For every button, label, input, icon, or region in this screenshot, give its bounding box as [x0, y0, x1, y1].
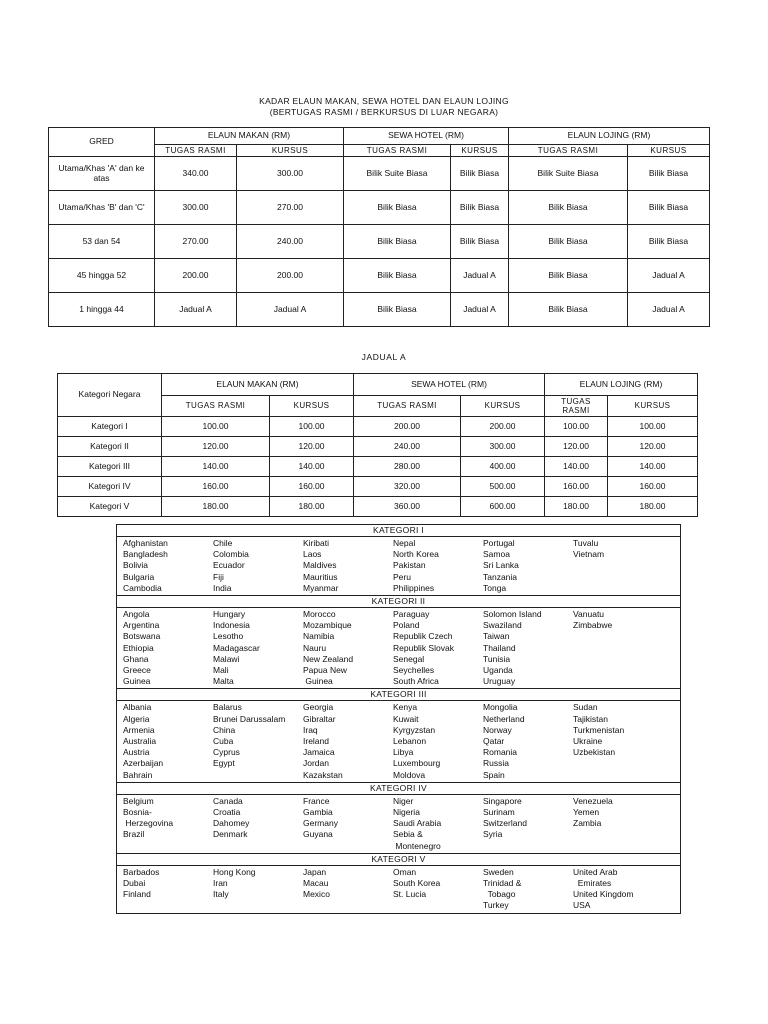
- country-column: [303, 867, 393, 912]
- kategori-cell: Kategori II: [58, 437, 162, 457]
- country-column: [123, 609, 213, 687]
- country-name: Oman: [393, 866, 417, 877]
- group-header-elaun-makan: ELAUN MAKAN (RM): [155, 128, 344, 145]
- document-subtitle: (BERTUGAS RASMI / BERKURSUS DI LUAR NEGARA): [269, 107, 499, 117]
- country-name: Zimbabwe: [573, 620, 613, 631]
- country-name: Russia: [483, 758, 509, 769]
- table-cell: 200.00: [237, 259, 344, 293]
- table-row: [58, 457, 698, 477]
- country-name: Philippines: [393, 582, 435, 593]
- country-name: Algeria: [123, 713, 150, 724]
- country-name: Tonga: [483, 582, 507, 593]
- country-name: Republik Slovak: [393, 642, 454, 653]
- country-name: Surinam: [483, 807, 515, 818]
- country-column: [393, 702, 483, 780]
- sub-header: TUGAS RASMI: [354, 396, 461, 417]
- country-name: Kenya: [393, 702, 418, 713]
- country-name: Swaziland: [483, 620, 522, 631]
- country-name: United Arab: [573, 866, 618, 877]
- country-name: Mauritius: [303, 571, 338, 582]
- country-name: Brunei Darussalam: [213, 713, 286, 724]
- country-name: Germany: [303, 818, 338, 829]
- country-name: Turkmenistan: [573, 724, 625, 735]
- country-name: Mali: [213, 665, 229, 676]
- country-name: Kiribati: [303, 538, 329, 548]
- country-column: [393, 796, 483, 852]
- table-cell: Bilik Biasa: [451, 225, 509, 259]
- country-name: Libya: [393, 747, 414, 758]
- country-name: Dahomey: [213, 818, 250, 829]
- category-heading: KATEGORI I: [117, 525, 681, 537]
- country-column: [393, 538, 483, 594]
- table-row: [49, 293, 710, 327]
- country-name: Cambodia: [123, 582, 162, 593]
- country-name: Sweden: [483, 866, 514, 877]
- country-name: Uganda: [483, 665, 513, 676]
- country-column: [213, 702, 303, 780]
- country-column: [303, 609, 393, 687]
- kategori-header: Kategori Negara: [58, 374, 162, 417]
- country-name: Luxembourg: [393, 758, 441, 769]
- country-name: Mozambique: [303, 620, 352, 631]
- country-name: Syria: [483, 829, 503, 840]
- table-row: [58, 417, 698, 437]
- sub-header: TUGAS RASMI: [545, 396, 608, 417]
- table-cell: 400.00: [461, 457, 545, 477]
- country-name: Albania: [123, 702, 152, 713]
- country-name: Croatia: [213, 807, 241, 818]
- country-name: Niger: [393, 795, 414, 806]
- gred-cell: Utama/Khas 'A' dan ke atas: [49, 157, 155, 191]
- table-row: [49, 157, 710, 191]
- table-cell: 320.00: [354, 477, 461, 497]
- country-name: Trinidad &: [483, 878, 522, 889]
- country-category-body: [117, 525, 681, 914]
- country-column: [483, 538, 573, 594]
- country-name: Romania: [483, 747, 518, 758]
- table-cell: Jadual A: [451, 259, 509, 293]
- country-name: Sebia &: [393, 829, 423, 840]
- table-cell: 160.00: [270, 477, 354, 497]
- country-name: Kyrgyzstan: [393, 724, 436, 735]
- country-name: Canada: [213, 795, 243, 806]
- category-heading: KATEGORI II: [117, 596, 681, 608]
- gred-header: GRED: [49, 128, 155, 157]
- table-cell: 100.00: [162, 417, 270, 437]
- country-name: Myanmar: [303, 582, 339, 593]
- country-name: Cyprus: [213, 747, 240, 758]
- table-cell: 300.00: [237, 157, 344, 191]
- table-cell: 300.00: [461, 437, 545, 457]
- country-name: Austria: [123, 747, 150, 758]
- country-column: [573, 609, 663, 687]
- table-row: [58, 437, 698, 457]
- country-name: Thailand: [483, 642, 516, 653]
- country-name: Peru: [393, 571, 411, 582]
- table-cell: 200.00: [354, 417, 461, 437]
- country-column: [393, 609, 483, 687]
- country-name: Bangladesh: [123, 549, 168, 560]
- table-row: [49, 191, 710, 225]
- table-cell: 140.00: [162, 457, 270, 477]
- table-cell: 140.00: [545, 457, 608, 477]
- country-name: India: [213, 582, 232, 593]
- country-name: Papua New: [303, 665, 347, 676]
- country-name: China: [213, 724, 236, 735]
- table-cell: 200.00: [461, 417, 545, 437]
- country-column: [573, 538, 663, 594]
- country-name: Maldives: [303, 560, 337, 571]
- country-name: Tuvalu: [573, 538, 599, 548]
- table-cell: Bilik Biasa: [344, 225, 451, 259]
- table-cell: Bilik Biasa: [509, 191, 628, 225]
- country-name: Ukraine: [573, 736, 603, 747]
- table-cell: Jadual A: [237, 293, 344, 327]
- country-name: Hong Kong: [213, 866, 256, 877]
- group-header-sewa-hotel: SEWA HOTEL (RM): [344, 128, 509, 145]
- country-name: Singapore: [483, 795, 522, 806]
- country-name: Bulgaria: [123, 571, 155, 582]
- country-name: Emirates: [573, 878, 612, 889]
- country-name: Cuba: [213, 736, 234, 747]
- country-name: Ireland: [303, 736, 329, 747]
- country-column: [573, 702, 663, 780]
- country-column: [123, 538, 213, 594]
- country-name: Pakistan: [393, 560, 426, 571]
- table-cell: 120.00: [608, 437, 698, 457]
- country-name: Gambia: [303, 807, 333, 818]
- gred-cell: 45 hingga 52: [49, 259, 155, 293]
- country-name: Qatar: [483, 736, 505, 747]
- table-cell: 240.00: [354, 437, 461, 457]
- table-cell: Bilik Biasa: [628, 157, 710, 191]
- table-cell: 180.00: [270, 497, 354, 517]
- sub-header: KURSUS: [461, 396, 545, 417]
- country-name: Guinea: [303, 676, 333, 687]
- table-cell: 160.00: [162, 477, 270, 497]
- group-header-elaun-lojing: ELAUN LOJING (RM): [509, 128, 710, 145]
- sub-header: TUGAS RASMI: [162, 396, 270, 417]
- country-column: [393, 867, 483, 912]
- country-column: [303, 702, 393, 780]
- table-cell: Bilik Biasa: [344, 191, 451, 225]
- table-cell: Jadual A: [628, 293, 710, 327]
- country-name: Ecuador: [213, 560, 245, 571]
- country-name: Tanzania: [483, 571, 518, 582]
- table-cell: 100.00: [608, 417, 698, 437]
- country-name: France: [303, 795, 330, 806]
- table-cell: Jadual A: [155, 293, 237, 327]
- country-name: Italy: [213, 889, 229, 900]
- table-cell: 300.00: [155, 191, 237, 225]
- country-name: South Africa: [393, 676, 439, 687]
- country-name: Tajikistan: [573, 713, 608, 724]
- country-column: [213, 796, 303, 852]
- country-name: South Korea: [393, 878, 441, 889]
- kategori-cell: Kategori V: [58, 497, 162, 517]
- table-cell: 180.00: [608, 497, 698, 517]
- table-cell: Bilik Suite Biasa: [509, 157, 628, 191]
- country-name: Guyana: [303, 829, 333, 840]
- category-heading: KATEGORI III: [117, 689, 681, 701]
- country-name: Nigeria: [393, 807, 420, 818]
- country-name: Sri Lanka: [483, 560, 519, 571]
- country-name: Seychelles: [393, 665, 435, 676]
- country-name: Chile: [213, 538, 233, 548]
- country-name: Zambia: [573, 818, 602, 829]
- country-name: Mexico: [303, 889, 330, 900]
- country-list: [117, 701, 681, 782]
- country-name: Guinea: [123, 676, 151, 687]
- table-cell: Bilik Biasa: [509, 259, 628, 293]
- sub-header: KURSUS: [237, 145, 344, 157]
- table-cell: 240.00: [237, 225, 344, 259]
- country-column: [303, 796, 393, 852]
- table-cell: 360.00: [354, 497, 461, 517]
- country-name: Kuwait: [393, 713, 419, 724]
- gred-cell: 53 dan 54: [49, 225, 155, 259]
- country-name: Namibia: [303, 631, 335, 642]
- country-name: United Kingdom: [573, 889, 634, 900]
- country-column: [483, 702, 573, 780]
- country-name: Afghanistan: [123, 538, 168, 548]
- table-cell: Bilik Biasa: [451, 191, 509, 225]
- country-name: Madagascar: [213, 642, 260, 653]
- country-column: [483, 796, 573, 852]
- country-name: Turkey: [483, 900, 509, 911]
- table-row: [49, 259, 710, 293]
- country-name: Uruguay: [483, 676, 516, 687]
- table-cell: 120.00: [270, 437, 354, 457]
- country-name: Bolivia: [123, 560, 149, 571]
- country-name: Spain: [483, 769, 505, 780]
- country-name: Sudan: [573, 702, 598, 713]
- country-column: [123, 867, 213, 912]
- group-header-sewa-hotel: SEWA HOTEL (RM): [354, 374, 545, 396]
- country-name: Solomon Island: [483, 609, 542, 620]
- category-heading: KATEGORI V: [117, 853, 681, 865]
- country-name: Balarus: [213, 702, 242, 713]
- country-name: Taiwan: [483, 631, 510, 642]
- jadual-a-table: [57, 373, 698, 517]
- table-cell: 120.00: [545, 437, 608, 457]
- country-column: [483, 867, 573, 912]
- country-name: Angola: [123, 609, 150, 620]
- country-name: Belgium: [123, 795, 154, 806]
- table-cell: Bilik Biasa: [451, 157, 509, 191]
- document-title: KADAR ELAUN MAKAN, SEWA HOTEL DAN ELAUN LOJING: [259, 96, 509, 106]
- table-cell: 200.00: [155, 259, 237, 293]
- country-name: Botswana: [123, 631, 161, 642]
- table-cell: Jadual A: [451, 293, 509, 327]
- country-name: Portugal: [483, 538, 515, 548]
- country-column: [213, 538, 303, 594]
- country-name: Samoa: [483, 549, 510, 560]
- country-name: North Korea: [393, 549, 439, 560]
- country-name: Macau: [303, 878, 329, 889]
- country-name: Japan: [303, 866, 327, 877]
- country-name: Vanuatu: [573, 609, 605, 620]
- table-cell: Bilik Biasa: [344, 259, 451, 293]
- jadual-a-title: JADUAL A: [361, 352, 407, 362]
- sub-header: KURSUS: [451, 145, 509, 157]
- table-cell: 180.00: [545, 497, 608, 517]
- table-row: [49, 225, 710, 259]
- country-name: Argentina: [123, 620, 160, 631]
- country-name: Mongolia: [483, 702, 518, 713]
- country-name: Netherland: [483, 713, 525, 724]
- table-cell: Bilik Biasa: [344, 293, 451, 327]
- country-name: Herzegovina: [123, 818, 174, 829]
- country-name: Australia: [123, 736, 157, 747]
- gred-cell: Utama/Khas 'B' dan 'C': [49, 191, 155, 225]
- table-row: [58, 477, 698, 497]
- country-column: [483, 609, 573, 687]
- country-name: Gibraltar: [303, 713, 336, 724]
- country-name: Venezuela: [573, 795, 613, 806]
- country-name: Fiji: [213, 571, 224, 582]
- table-cell: 280.00: [354, 457, 461, 477]
- country-name: Saudi Arabia: [393, 818, 442, 829]
- country-column: [303, 538, 393, 594]
- sub-header: TUGAS RASMI: [509, 145, 628, 157]
- table-cell: Bilik Biasa: [628, 225, 710, 259]
- country-name: Republik Czech: [393, 631, 453, 642]
- country-column: [573, 796, 663, 852]
- group-header-elaun-makan: ELAUN MAKAN (RM): [162, 374, 354, 396]
- group-header-elaun-lojing: ELAUN LOJING (RM): [545, 374, 698, 396]
- country-name: New Zealand: [303, 653, 354, 664]
- kategori-cell: Kategori I: [58, 417, 162, 437]
- country-name: Montenegro: [393, 840, 441, 851]
- country-name: Hungary: [213, 609, 246, 620]
- country-name: Indonesia: [213, 620, 250, 631]
- table-cell: 160.00: [545, 477, 608, 497]
- sub-header: TUGAS RASMI: [344, 145, 451, 157]
- country-name: Iran: [213, 878, 228, 889]
- country-column: [213, 609, 303, 687]
- country-name: Egypt: [213, 758, 235, 769]
- kategori-cell: Kategori III: [58, 457, 162, 477]
- country-name: Finland: [123, 889, 151, 900]
- table-cell: 340.00: [155, 157, 237, 191]
- country-name: Malta: [213, 676, 234, 687]
- country-name: Lebanon: [393, 736, 427, 747]
- country-name: Nepal: [393, 538, 416, 548]
- country-column: [123, 796, 213, 852]
- country-name: Jordan: [303, 758, 329, 769]
- sub-header: KURSUS: [608, 396, 698, 417]
- country-name: Bahrain: [123, 769, 153, 780]
- country-name: Tunisia: [483, 653, 511, 664]
- country-name: Ethiopia: [123, 642, 154, 653]
- country-name: Lesotho: [213, 631, 244, 642]
- table-cell: 160.00: [608, 477, 698, 497]
- country-name: Barbados: [123, 866, 160, 877]
- country-name: Iraq: [303, 724, 318, 735]
- country-name: Senegal: [393, 653, 425, 664]
- country-column: [123, 702, 213, 780]
- country-name: Greece: [123, 665, 151, 676]
- country-name: Dubai: [123, 878, 146, 889]
- country-name: Yemen: [573, 807, 600, 818]
- country-name: Bosnia-: [123, 807, 152, 818]
- country-name: Jamaica: [303, 747, 335, 758]
- table-cell: Bilik Biasa: [509, 225, 628, 259]
- table-cell: 180.00: [162, 497, 270, 517]
- country-name: Colombia: [213, 549, 249, 560]
- table-cell: Jadual A: [628, 259, 710, 293]
- country-list: [117, 608, 681, 689]
- table-cell: 120.00: [162, 437, 270, 457]
- table-cell: Bilik Biasa: [509, 293, 628, 327]
- rates-by-grade-table: [48, 127, 710, 327]
- country-name: Malawi: [213, 653, 240, 664]
- kategori-cell: Kategori IV: [58, 477, 162, 497]
- country-name: Paraguay: [393, 609, 430, 620]
- table-cell: 270.00: [155, 225, 237, 259]
- country-name: Switzerland: [483, 818, 527, 829]
- country-list: [117, 794, 681, 853]
- category-heading: KATEGORI IV: [117, 782, 681, 794]
- table-cell: Bilik Suite Biasa: [344, 157, 451, 191]
- country-column: [213, 867, 303, 912]
- country-name: Denmark: [213, 829, 248, 840]
- country-name: Brazil: [123, 829, 145, 840]
- country-name: Laos: [303, 549, 322, 560]
- table-cell: 100.00: [270, 417, 354, 437]
- country-name: St. Lucia: [393, 889, 427, 900]
- table-cell: 500.00: [461, 477, 545, 497]
- table-cell: 140.00: [270, 457, 354, 477]
- country-name: Azerbaijan: [123, 758, 164, 769]
- country-list: [117, 537, 681, 596]
- country-name: Uzbekistan: [573, 747, 616, 758]
- table-cell: Bilik Biasa: [628, 191, 710, 225]
- country-name: Nauru: [303, 642, 327, 653]
- country-name: Tobago: [483, 889, 516, 900]
- country-column: [573, 867, 663, 912]
- country-name: Morocco: [303, 609, 336, 620]
- country-name: Norway: [483, 724, 512, 735]
- table-cell: 100.00: [545, 417, 608, 437]
- country-name: Vietnam: [573, 549, 605, 560]
- gred-cell: 1 hingga 44: [49, 293, 155, 327]
- table-cell: 140.00: [608, 457, 698, 477]
- country-name: Moldova: [393, 769, 426, 780]
- country-category-table: [116, 524, 681, 914]
- country-name: Georgia: [303, 702, 334, 713]
- country-list: [117, 865, 681, 913]
- table-cell: 270.00: [237, 191, 344, 225]
- sub-header: KURSUS: [628, 145, 710, 157]
- sub-header: TUGAS RASMI: [155, 145, 237, 157]
- country-name: Ghana: [123, 653, 149, 664]
- country-name: Armenia: [123, 724, 155, 735]
- table-row: [58, 497, 698, 517]
- table-cell: 600.00: [461, 497, 545, 517]
- sub-header: KURSUS: [270, 396, 354, 417]
- country-name: USA: [573, 900, 591, 911]
- country-name: Kazakstan: [303, 769, 343, 780]
- country-name: Poland: [393, 620, 420, 631]
